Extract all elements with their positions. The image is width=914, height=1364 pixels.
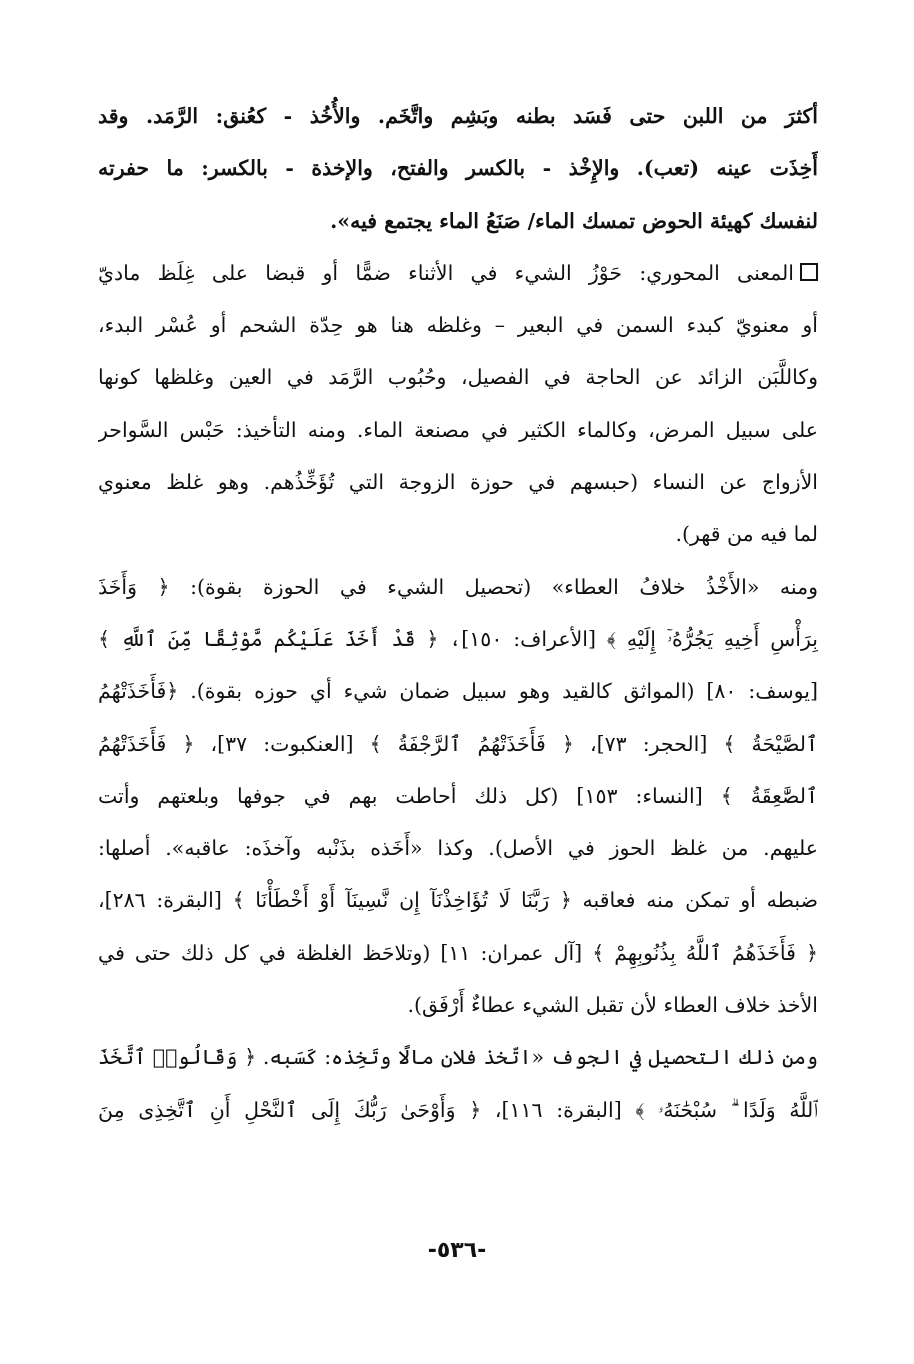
text-line: لما فيه من قهر).	[675, 522, 818, 547]
text-line: ومنه «الأَخْذُ خلافُ العطاء» (تحصيل الشيء في الحوزة بقوة): ﴿ وَأَخَذَ	[98, 574, 818, 599]
paragraph-taking-vs-giving	[98, 561, 818, 1032]
square-bullet-icon	[800, 263, 818, 281]
text-line: وكاللَّبَن الزائد عن الحاجة في الفصيل، وحُبُوب الرَّمَد في العين وغلظها كونها	[98, 365, 818, 390]
text-line: الأخذ خلاف العطاء لأن تقبل الشيء عطاءٌ أَرْفَق).	[407, 993, 818, 1018]
text-line: بِرَأْسِ أَخِيهِ يَجُرُّهُۥٓ إِلَيْهِ ﴾ [الأعراف: ١٥٠]، ﴿ قَدْ أَخَذَ عَلَيْكُم مَّوْثِقًا مِّنَ ٱللَّهِ ﴾	[98, 626, 818, 651]
text-line: ضبطه أو تمكن منه فعاقبه ﴿ رَبَّنَا لَا تُؤَاخِذْنَآ إِن نَّسِينَآ أَوْ أَخْطَأْنَا ﴾ [البقرة: ٢٨٦]،	[98, 888, 818, 913]
text-line: ومن ذلك التحصيل في الجوف «اتّخذ فلان مالًا وتَخِذه: كَسَبه. ﴿ وَقَالُوا۟ ٱتَّخَذَ	[98, 1045, 818, 1070]
text-line: [يوسف: ٨٠] (المواثق كالقيد وهو سبيل ضمان شيء أي حوزه بقوة). ﴿فَأَخَذَتْهُمُ	[98, 679, 818, 704]
text-line: أَخِذَت عينه (تعب). والإِخْذ - بالكسر والفتح، والإخذة - بالكسر: ما حفرته	[98, 156, 818, 181]
paragraph-central-meaning	[98, 247, 818, 561]
page-number: -٥٣٦-	[427, 1238, 487, 1263]
text-line: الأزواج عن النساء (حبسهم في حوزة الزوجة التي تُؤَخِّذُهم. وهو غلظ معنوي	[98, 470, 818, 495]
text-line: ٱلصَّيْحَةُ ﴾ [الحجر: ٧٣]، ﴿ فَأَخَذَتْهُمُ ٱلرَّجْفَةُ ﴾ [العنكبوت: ٣٧]، ﴿ فَأَخَذَتْهُمُ	[98, 731, 818, 756]
text-line: ٱللَّهُ وَلَدًا ۗ سُبْحَٰنَهُۥ ﴾ [البقرة: ١١٦]، ﴿ وَأَوْحَىٰ رَبُّكَ إِلَى ٱلنَّحْلِ أَنِ ٱتَّخِذِى مِنَ	[98, 1097, 818, 1122]
text-line: أو معنويّ كبدء السمن في البعير – وغلظه هنا هو حِدّة الشحم أو عُسْر البدء،	[98, 313, 818, 338]
paragraph-lexical-definition	[98, 90, 818, 247]
text-line-content: المعنى المحوري: حَوْزُ الشيء في الأثناء ضمًّا أو قبضا على غِلَظ ماديّ	[98, 260, 794, 285]
text-line: ٱلصَّٰعِقَةُ ﴾ [النساء: ١٥٣] (كل ذلك أحاطت بهم في جوفها وبلعتهم وأتت	[98, 783, 818, 808]
text-line: لنفسك كهيئة الحوض تمسك الماء/ صَنَعُ الماء يجتمع فيه».	[330, 208, 818, 233]
text-line	[98, 247, 818, 299]
text-line: أكثرَ من اللبن حتى فَسَد بطنه وبَشِم واتَّخَم. والأُخُذ - كعُنق: الرَّمَد. وقد	[98, 104, 818, 128]
text-line: ﴿ فَأَخَذَهُمُ ٱللَّهُ بِذُنُوبِهِمْ ﴾ [آل عمران: ١١] (وتلاحَظ الغلظة في كل ذلك حتى في	[98, 940, 818, 965]
text-line: عليهم. من غلظ الحوز في الأصل). وكذا «أَخَذه بذَنْبه وآخذَه: عاقبه». أصلها:	[98, 836, 818, 861]
paragraph-acquisition	[98, 1031, 818, 1136]
page-body	[98, 90, 818, 1136]
text-line: على سبيل المرض، وكالماء الكثير في مصنعة الماء. ومنه التأخيذ: حَبْس السَّواحر	[98, 417, 818, 442]
